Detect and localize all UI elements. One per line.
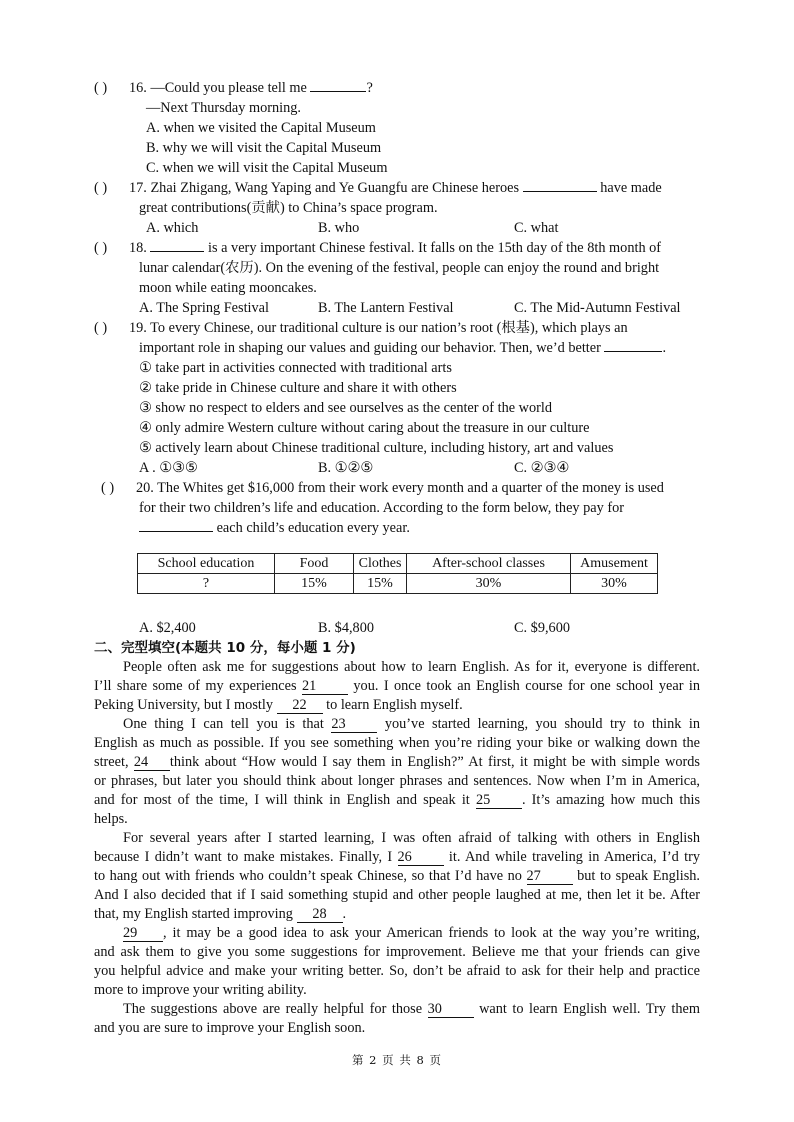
passage-text: because I didn’t want to make mistakes. Finally, I xyxy=(94,849,393,865)
blank-28[interactable]: 28 xyxy=(297,907,343,923)
blank xyxy=(604,351,662,352)
question-20-line-1: 20. The Whites get $16,000 from their work every month and a quarter of the money is used xyxy=(136,480,664,496)
passage-text: . xyxy=(342,906,347,922)
question-19-text: important role in shaping our values and guiding our behavior. Then, we’d better xyxy=(139,340,601,356)
passage-line xyxy=(123,924,700,942)
expense-table xyxy=(137,553,658,594)
passage-text: , it may be a good idea to ask your American friends to look at the way you’re writing, xyxy=(163,925,700,941)
passage-line: And I also decided that if I said something stupid and other people laughed at me, then let it be. After xyxy=(94,887,700,903)
page-footer: 第 2 页 共 8 页 xyxy=(352,1053,442,1067)
passage-text: it. And while traveling in America, I’d try xyxy=(448,849,700,865)
blank xyxy=(139,531,213,532)
question-16-stem xyxy=(129,79,373,97)
question-16-text: 16. —Could you please tell me xyxy=(129,80,311,96)
question-17-line-2: great contributions(贡献) to China’s space program. xyxy=(139,200,438,216)
table-cell: 30% xyxy=(407,574,571,594)
table-cell: 15% xyxy=(354,574,407,594)
passage-line: and you are sure to improve your English soon. xyxy=(94,1020,366,1036)
question-19-item-1: ① take part in activities connected with traditional arts xyxy=(139,360,452,376)
passage-line: more to improve your writing ability. xyxy=(94,982,307,998)
question-19-item-2: ② take pride in Chinese culture and share it with others xyxy=(139,380,457,396)
question-18-line-2: lunar calendar(农历). On the evening of the festival, people can enjoy the round and bright xyxy=(139,260,660,276)
passage-text: want to learn English well. Try them xyxy=(479,1001,700,1017)
question-18-line-1 xyxy=(129,239,661,257)
passage-text: street, xyxy=(94,754,129,770)
question-17-text-end: have made xyxy=(600,180,662,196)
table-row xyxy=(138,574,658,594)
passage-line xyxy=(123,715,700,733)
blank-21[interactable]: 21 xyxy=(302,679,348,695)
passage-line: or phrases, but later you should think about longer phrases and sentences. Now when I’m in America, xyxy=(94,773,700,789)
answer-paren-17[interactable]: ( ) xyxy=(94,180,108,196)
passage-text: I’ll share some of my experiences xyxy=(94,678,297,694)
passage-line xyxy=(94,753,700,771)
passage-text: but to speak English. xyxy=(577,868,701,884)
passage-line xyxy=(123,1000,700,1018)
blank-29[interactable]: 29 xyxy=(123,926,163,942)
answer-paren-19[interactable]: ( ) xyxy=(94,320,108,336)
question-18-line-3: moon while eating mooncakes. xyxy=(139,280,317,296)
passage-text: that, my English started improving xyxy=(94,906,293,922)
table-header-row xyxy=(138,554,658,574)
passage-line xyxy=(94,848,700,866)
option-16-a: A. when we visited the Capital Museum xyxy=(146,120,376,136)
passage-line: English as much as possible. If you see something when you’re riding your bike or walking down the xyxy=(94,735,700,751)
passage-line: For several years after I started learning, I was often afraid of talking with others in English xyxy=(123,830,700,846)
option-20-b: B. $4,800 xyxy=(318,620,375,636)
question-17-text: 17. Zhai Zhigang, Wang Yaping and Ye Guangfu are Chinese heroes xyxy=(129,180,520,196)
option-17-c: C. what xyxy=(514,220,559,236)
section-heading: 二、完型填空(本题共 10 分，每小题 1 分) xyxy=(94,640,356,656)
blank-26[interactable]: 26 xyxy=(398,850,444,866)
option-18-c: C. The Mid-Autumn Festival xyxy=(514,300,681,316)
passage-line xyxy=(94,677,700,695)
option-19-a: A . ①③⑤ xyxy=(139,460,198,476)
answer-paren-16[interactable]: ( ) xyxy=(94,80,108,96)
table-cell: 15% xyxy=(275,574,354,594)
table-cell: 30% xyxy=(571,574,658,594)
passage-text: you’ve started learning, you should try to think in xyxy=(384,716,701,732)
blank-22[interactable]: 22 xyxy=(277,698,323,714)
option-16-c: C. when we will visit the Capital Museum xyxy=(146,160,388,176)
passage-line: and ask them to give you some suggestions for improvement. Believe me that your friends can give xyxy=(94,944,700,960)
question-20-line-2: for their two children’s life and education. According to the form below, they pay for xyxy=(139,500,625,516)
blank-23[interactable]: 23 xyxy=(331,717,377,733)
question-17-line-1 xyxy=(129,179,700,197)
passage-line xyxy=(94,696,463,714)
option-17-a: A. which xyxy=(146,220,199,236)
option-20-c: C. $9,600 xyxy=(514,620,571,636)
passage-text: think about “How would I say them in English?” At first, it might be with simple words xyxy=(169,754,700,770)
table-header-cell: Clothes xyxy=(354,554,407,574)
passage-text: to hang out with friends who couldn’t speak Chinese, so that I’d have no xyxy=(94,868,522,884)
table-header-cell: After-school classes xyxy=(407,554,571,574)
passage-text: . It’s amazing how much this xyxy=(521,792,701,808)
option-18-a: A. The Spring Festival xyxy=(139,300,269,316)
table-header-cell: Amusement xyxy=(571,554,658,574)
passage-line: you helpful advice and make your writing better. So, don’t be afraid to ask for their help and practice xyxy=(94,963,700,979)
question-18-text: is a very important Chinese festival. It falls on the 15th day of the 8th month of xyxy=(208,240,662,256)
blank-24[interactable]: 24 xyxy=(134,755,170,771)
passage-text: to learn English myself. xyxy=(326,697,463,713)
question-16-end: ? xyxy=(366,80,373,96)
blank-27[interactable]: 27 xyxy=(527,869,573,885)
question-19-line-1: 19. To every Chinese, our traditional culture is our nation’s root (根基), which plays an xyxy=(129,320,628,336)
passage-text: Peking University, but I mostly xyxy=(94,697,273,713)
table-header-cell: School education xyxy=(138,554,275,574)
option-17-b: B. who xyxy=(318,220,360,236)
table-header-cell: Food xyxy=(275,554,354,574)
question-19-item-5: ⑤ actively learn about Chinese traditional culture, including history, art and values xyxy=(139,440,614,456)
passage-line: People often ask me for suggestions about how to learn English. As for it, everyone is different. xyxy=(123,659,700,675)
question-19-end: . xyxy=(662,340,667,356)
question-18-number: 18. xyxy=(129,240,147,256)
question-16-reply: —Next Thursday morning. xyxy=(146,100,301,116)
passage-text: The suggestions above are really helpful for those xyxy=(123,1001,423,1017)
answer-paren-20[interactable]: ( ) xyxy=(101,480,115,496)
table-cell: ? xyxy=(138,574,275,594)
answer-paren-18[interactable]: ( ) xyxy=(94,240,108,256)
passage-text: you. I once took an English course for one school year in xyxy=(353,678,701,694)
passage-line xyxy=(94,867,700,885)
blank xyxy=(523,191,597,192)
question-19-line-2 xyxy=(139,339,666,357)
question-20-text-end: each child’s education every year. xyxy=(216,520,410,536)
blank xyxy=(150,251,204,252)
option-19-c: C. ②③④ xyxy=(514,460,570,476)
option-16-b: B. why we will visit the Capital Museum xyxy=(146,140,382,156)
passage-line xyxy=(94,905,346,923)
passage-text: and for most of the time, I will think in English and speak it xyxy=(94,792,470,808)
option-20-a: A. $2,400 xyxy=(139,620,196,636)
blank-25[interactable]: 25 xyxy=(476,793,522,809)
blank-30[interactable]: 30 xyxy=(428,1002,474,1018)
question-20-line-3 xyxy=(139,519,410,537)
blank xyxy=(310,91,366,92)
option-18-b: B. The Lantern Festival xyxy=(318,300,454,316)
passage-line: helps. xyxy=(94,811,128,827)
question-19-item-4: ④ only admire Western culture without caring about the treasure in our culture xyxy=(139,420,590,436)
passage-line xyxy=(94,791,700,809)
option-19-b: B. ①②⑤ xyxy=(318,460,374,476)
passage-text: One thing I can tell you is that xyxy=(123,716,324,732)
question-19-item-3: ③ show no respect to elders and see ourselves as the center of the world xyxy=(139,400,552,416)
